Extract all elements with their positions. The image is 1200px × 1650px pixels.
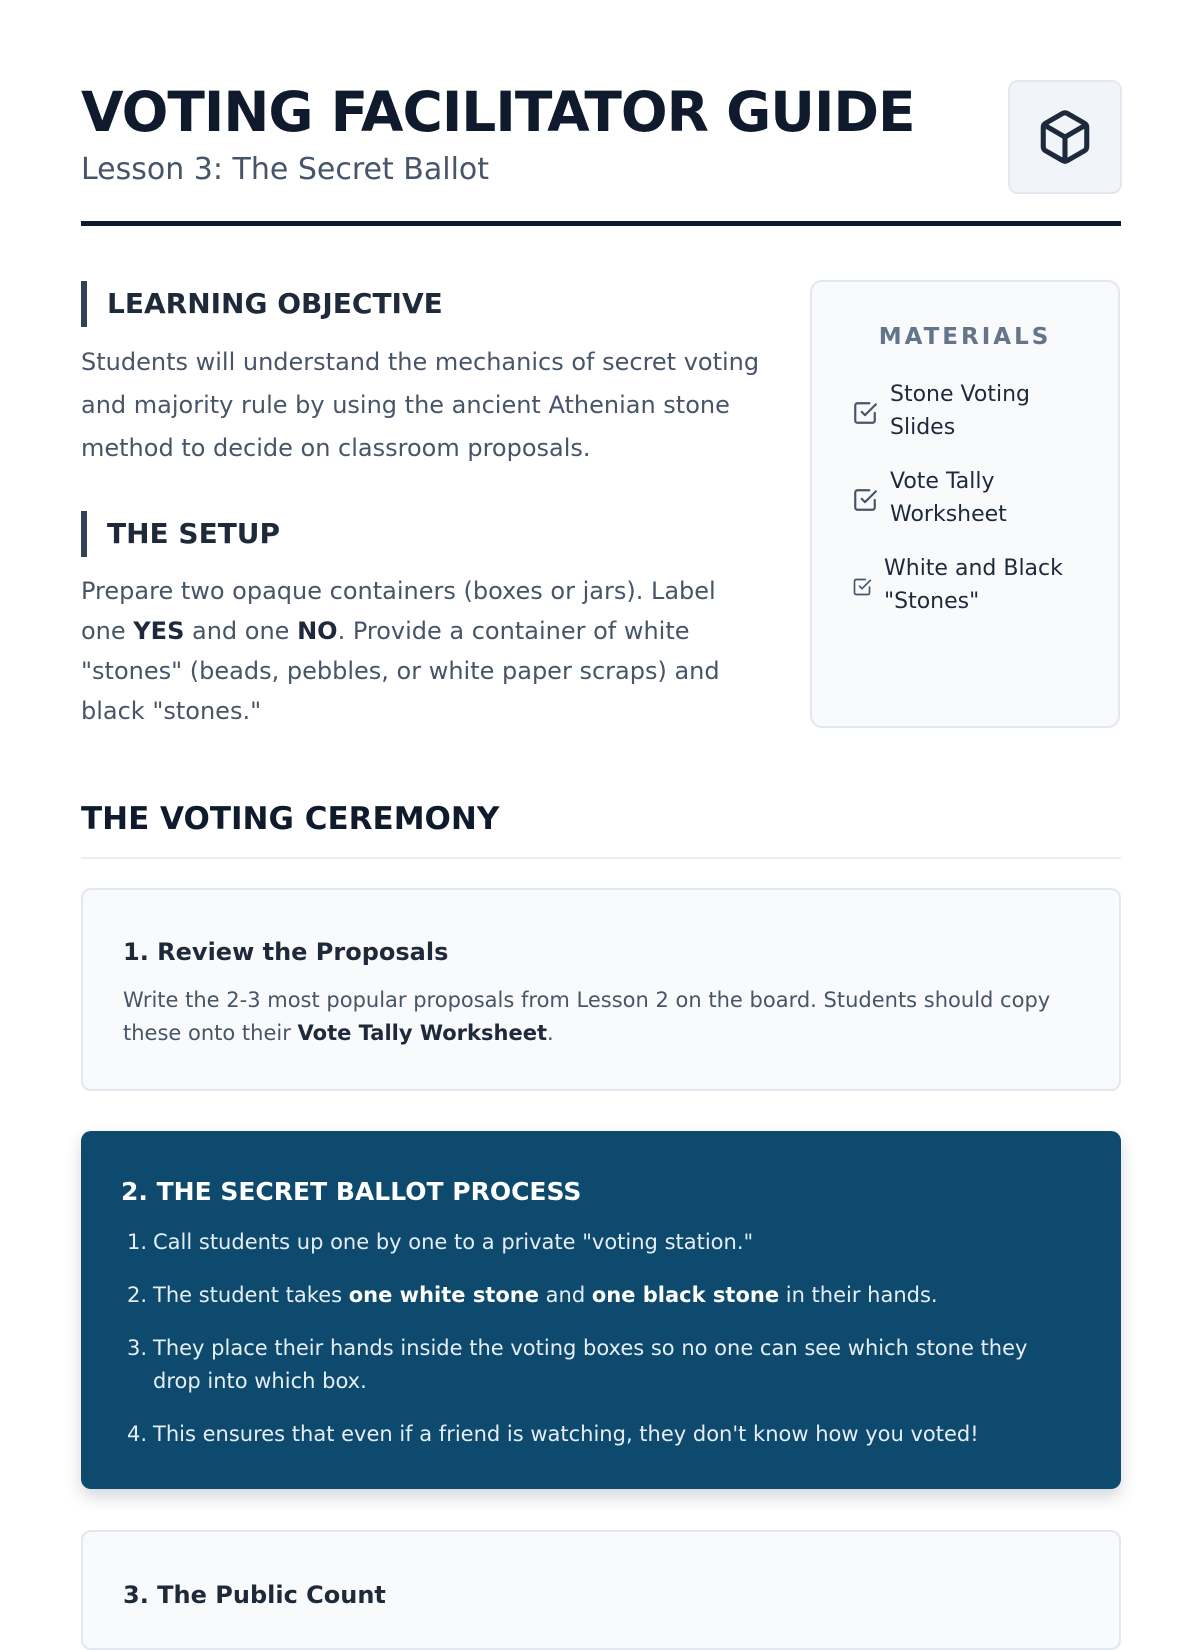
list-item (127, 1279, 1077, 1312)
page-header (81, 80, 1121, 226)
list-item (127, 1332, 1077, 1398)
list-item-number: 3. (127, 1336, 148, 1360)
page-title: VOTING FACILITATOR GUIDE (81, 80, 915, 144)
white-stone-label: one white stone (348, 1283, 539, 1307)
checkbox-icon (852, 400, 878, 426)
materials-card (810, 280, 1120, 728)
list-item (127, 1418, 1077, 1451)
step-title: 1. Review the Proposals (123, 938, 449, 966)
list-text-part: and (538, 1283, 592, 1307)
list-text-part: The student takes (153, 1283, 349, 1307)
ballot-steps-list (127, 1226, 1077, 1471)
step-card-secret-ballot (81, 1131, 1121, 1489)
step-card-review (81, 888, 1121, 1091)
cube-icon (1036, 106, 1094, 168)
list-item-number: 2. (127, 1283, 148, 1307)
worksheet-label: Vote Tally Worksheet (297, 1021, 547, 1045)
setup-text (81, 571, 731, 731)
list-item-number: 4. (127, 1422, 148, 1446)
ceremony-divider (81, 857, 1121, 859)
list-item-text: They place their hands inside the voting boxes so no one can see which stone they drop into which box. (153, 1336, 1028, 1393)
yes-label: YES (133, 617, 185, 645)
step-text-part: . (546, 1021, 554, 1045)
black-stone-label: one black stone (591, 1283, 780, 1307)
list-item-text (153, 1283, 938, 1307)
materials-title: MATERIALS (878, 324, 1052, 350)
list-item (127, 1226, 1077, 1259)
list-item-text: This ensures that even if a friend is watching, they don't know how you voted! (153, 1422, 979, 1446)
list-item-text: Call students up one by one to a private "voting station." (153, 1230, 754, 1254)
step-text-part: Write the 2-3 most popular proposals from Lesson 2 on the board. Students should copy these onto their (123, 988, 1051, 1045)
header-divider (81, 221, 1121, 226)
setup-heading: THE SETUP (81, 511, 280, 557)
step-text (123, 984, 1063, 1050)
objective-text: Students will understand the mechanics of secret voting and majority rule by using the ancient Athenian stone method to decide on classroom proposals. (81, 348, 760, 462)
list-text-part: in their hands. (779, 1283, 938, 1307)
checkbox-icon (852, 577, 872, 597)
no-label: NO (297, 617, 338, 645)
step-title: 3. The Public Count (123, 1581, 386, 1609)
materials-item (852, 378, 1092, 448)
materials-item (852, 552, 1092, 622)
materials-item-label: White and Black "Stones" (884, 556, 1063, 614)
step-title: 2. THE SECRET BALLOT PROCESS (121, 1177, 582, 1206)
logo-badge (1008, 80, 1122, 194)
objective-heading: LEARNING OBJECTIVE (81, 281, 443, 327)
step-card-public-count (81, 1530, 1121, 1650)
materials-item-label: Stone Voting Slides (890, 382, 1030, 440)
setup-text-part: Prepare two opaque containers (boxes or jars). Label one (81, 577, 716, 645)
materials-item (852, 465, 1092, 535)
setup-text-part: and one (184, 617, 298, 645)
materials-item-label: Vote Tally Worksheet (890, 469, 1007, 527)
checkbox-icon (852, 487, 878, 513)
page-subtitle: Lesson 3: The Secret Ballot (81, 152, 490, 187)
setup-text-part: . Provide a container of white "stones" (beads, pebbles, or white paper scraps) and black "stones." (81, 617, 720, 725)
list-item-number: 1. (127, 1230, 148, 1254)
ceremony-heading: THE VOTING CEREMONY (81, 801, 500, 837)
